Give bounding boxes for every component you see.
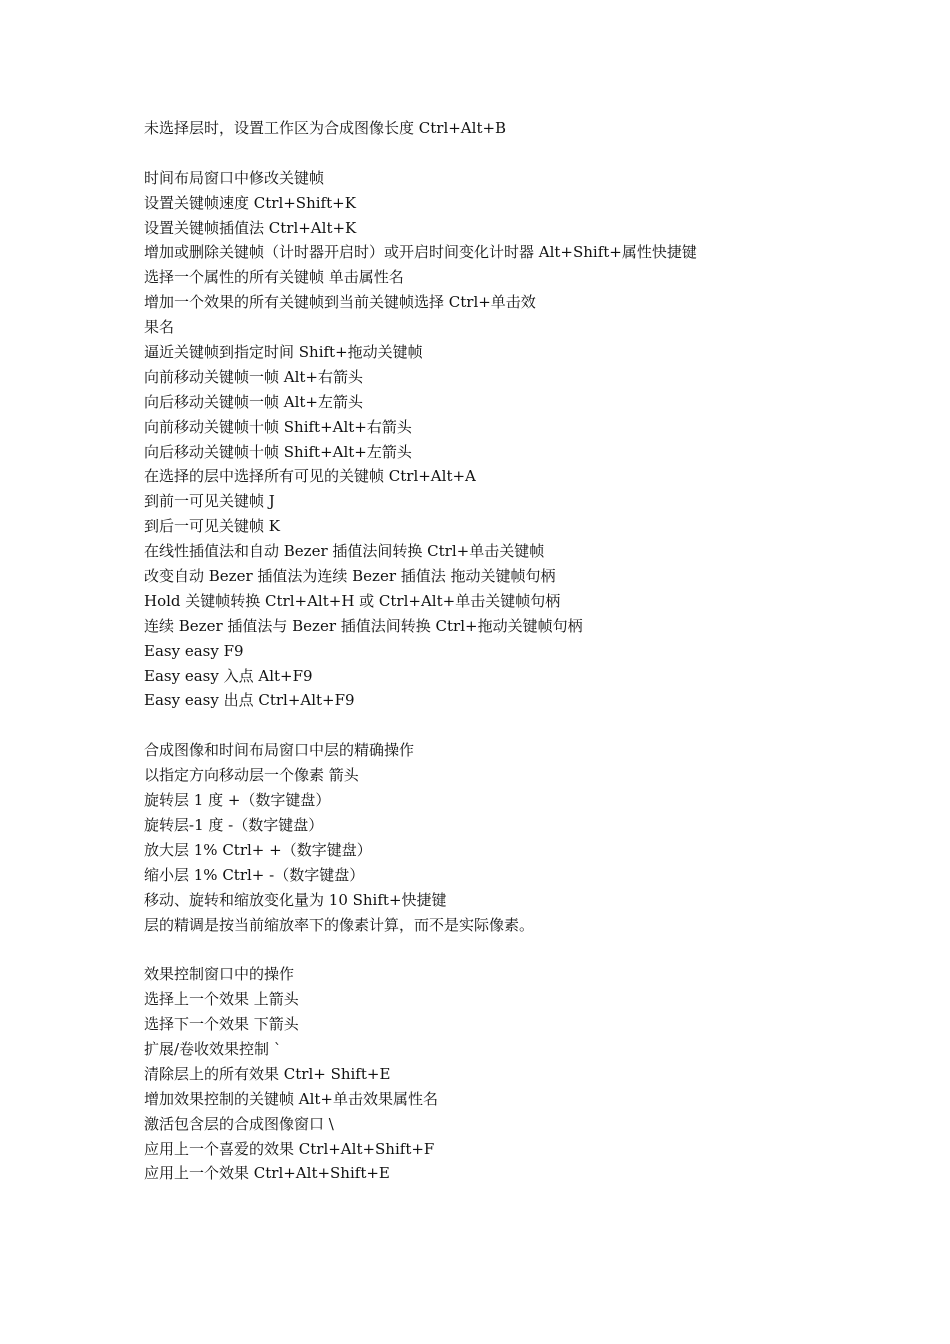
- text-line: 合成图像和时间布局窗口中层的精确操作: [144, 741, 415, 760]
- text-line: Easy easy 出点 Ctrl+Alt+F9: [144, 691, 355, 710]
- text-line: 改变自动 Bezer 插值法为连续 Bezer 插值法 拖动关键帧句柄: [144, 567, 556, 586]
- text-line: 逼近关键帧到指定时间 Shift+拖动关键帧: [144, 343, 423, 362]
- text-line: 时间布局窗口中修改关键帧: [144, 168, 325, 187]
- document-body: [144, 116, 924, 1186]
- text-line: 旋转层 1 度 +（数字键盘）: [144, 791, 331, 810]
- text-line: 选择下一个效果 下箭头: [144, 1015, 299, 1034]
- text-line: 向后移动关键帧一帧 Alt+左箭头: [144, 392, 363, 411]
- blank-line: [144, 141, 924, 166]
- text-line: 旋转层-1 度 -（数字键盘）: [144, 815, 324, 834]
- text-line: 在选择的层中选择所有可见的关键帧 Ctrl+Alt+A: [144, 467, 476, 486]
- text-line: 向前移动关键帧一帧 Alt+右箭头: [144, 367, 363, 386]
- text-line: 应用上一个效果 Ctrl+Alt+Shift+E: [144, 1164, 390, 1183]
- blank-line: [144, 713, 924, 738]
- text-line: 扩展/卷收效果控制 `: [144, 1039, 282, 1058]
- text-line: 未选择层时，设置工作区为合成图像长度 Ctrl+Alt+B: [144, 119, 507, 137]
- text-line: 应用上一个喜爱的效果 Ctrl+Alt+Shift+F: [144, 1139, 435, 1158]
- text-line: 果名: [144, 318, 175, 337]
- text-line: 激活包含层的合成图像窗口 \: [144, 1114, 334, 1133]
- text-line: Easy easy 入点 Alt+F9: [144, 666, 313, 685]
- text-line: Hold 关键帧转换 Ctrl+Alt+H 或 Ctrl+Alt+单击关键帧句柄: [144, 591, 561, 610]
- blank-line: [144, 937, 924, 962]
- text-line: 移动、旋转和缩放变化量为 10 Shift+快捷键: [144, 890, 447, 909]
- text-line: 增加效果控制的关键帧 Alt+单击效果属性名: [144, 1089, 438, 1108]
- text-line: 增加或删除关键帧（计时器开启时）或开启时间变化计时器 Alt+Shift+属性快捷键: [144, 243, 697, 262]
- text-line: 向后移动关键帧十帧 Shift+Alt+左箭头: [144, 442, 412, 461]
- text-line: 放大层 1% Ctrl+ +（数字键盘）: [144, 840, 372, 859]
- text-line: 设置关键帧插值法 Ctrl+Alt+K: [144, 218, 357, 237]
- text-line: 层的精调是按当前缩放率下的像素计算，而不是实际像素。: [144, 915, 535, 934]
- text-line: 连续 Bezer 插值法与 Bezer 插值法间转换 Ctrl+拖动关键帧句柄: [144, 616, 583, 635]
- text-line: Easy easy F9: [144, 641, 244, 660]
- text-line: 到前一可见关键帧 J: [144, 492, 275, 511]
- text-line: 缩小层 1% Ctrl+ -（数字键盘）: [144, 865, 365, 884]
- text-line: 以指定方向移动层一个像素 箭头: [144, 766, 359, 785]
- text-line: 到后一可见关键帧 K: [144, 517, 280, 536]
- text-line: 设置关键帧速度 Ctrl+Shift+K: [144, 193, 356, 212]
- text-line: 选择一个属性的所有关键帧 单击属性名: [144, 268, 404, 287]
- text-line: 在线性插值法和自动 Bezer 插值法间转换 Ctrl+单击关键帧: [144, 542, 545, 561]
- text-line: 向前移动关键帧十帧 Shift+Alt+右箭头: [144, 417, 412, 436]
- text-line: 选择上一个效果 上箭头: [144, 990, 299, 1009]
- text-line: 增加一个效果的所有关键帧到当前关键帧选择 Ctrl+单击效: [144, 293, 536, 312]
- text-line: 效果控制窗口中的操作: [144, 965, 295, 984]
- text-line: 清除层上的所有效果 Ctrl+ Shift+E: [144, 1064, 391, 1083]
